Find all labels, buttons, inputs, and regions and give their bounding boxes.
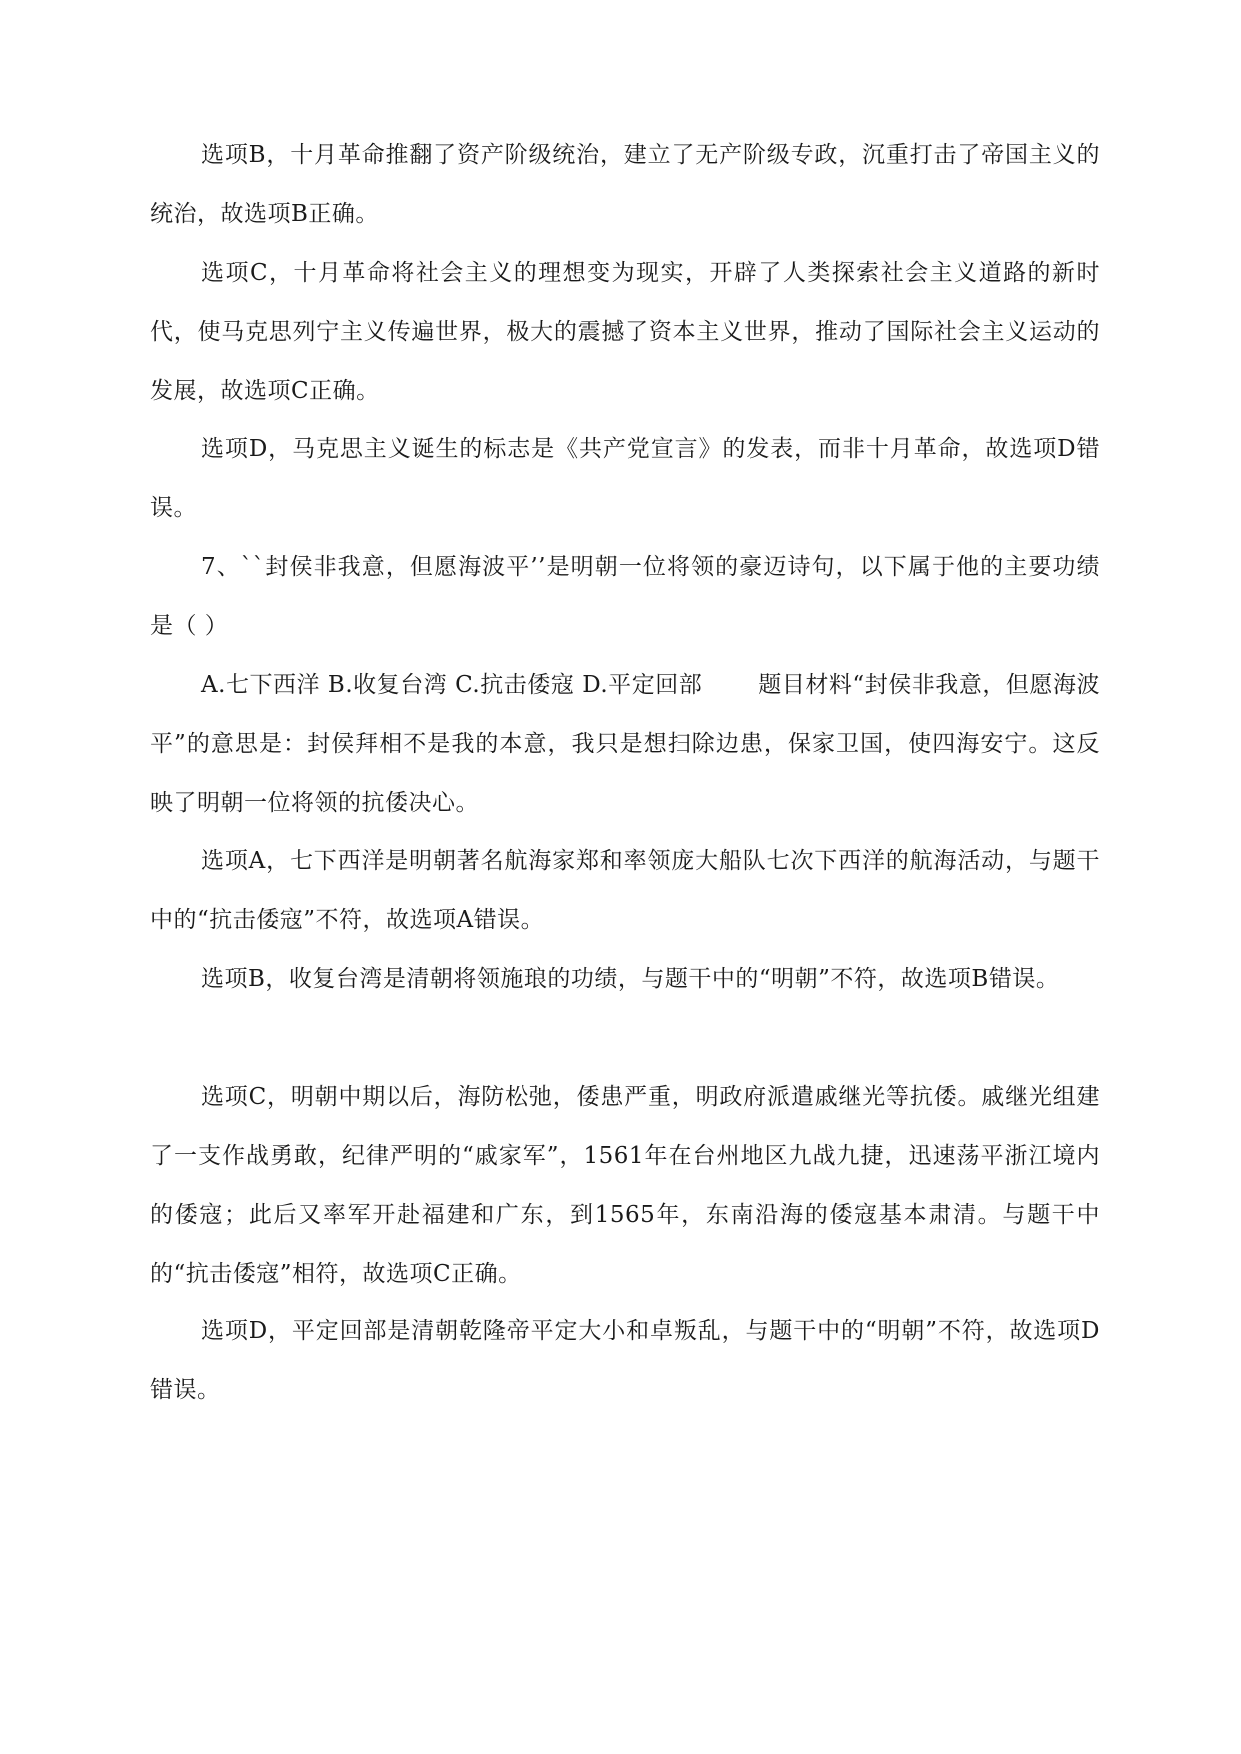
explanation-option-b: 选项B，收复台湾是清朝将领施琅的功绩，与题干中的“明朝”不符，故选项B错误。 [201, 966, 1060, 992]
explanation-option-c: 选项C，明朝中期以后，海防松弛，倭患严重，明政府派遣戚继光等抗倭。戚继光组建了一支作战勇敢，纪律严明的“戚家军”，1561年在台州地区九战九捷，迅速荡平浙江境内的倭寇；此后又率军开赴福建和广东，到1565年，东南沿海的倭寇基本肃清。与题干中的“抗击倭寇”相符，故选项C正确。 [150, 1084, 1100, 1287]
question-7-analysis: 题目材料“封侯非我意，但愿海波平”的意思是：封侯拜相不是我的本意，我只是想扫除边患，保家卫国，使四海安宁。这反映了明朝一位将领的抗倭决心。 [150, 672, 1100, 816]
paragraph-option-d-october: 选项D，马克思主义诞生的标志是《共产党宣言》的发表，而非十月革命，故选项D错误。 [150, 436, 1100, 521]
question-7-options-and-analysis [150, 656, 1100, 833]
explanation-option-d: 选项D，平定回部是清朝乾隆帝平定大小和卓叛乱，与题干中的“明朝”不符，故选项D错误。 [150, 1318, 1100, 1403]
paragraph-option-c-october: 选项C，十月革命将社会主义的理想变为现实，开辟了人类探索社会主义道路的新时代，使马克思列宁主义传遍世界，极大的震撼了资本主义世界，推动了国际社会主义运动的发展，故选项C正确。 [150, 260, 1100, 404]
question-7-options: A.七下西洋 B.收复台湾 C.抗击倭寇 D.平定回部 [201, 672, 703, 698]
question-7-stem: 7、``封侯非我意，但愿海波平’’是明朝一位将领的豪迈诗句，以下属于他的主要功绩是（ ） [150, 554, 1100, 639]
explanation-option-a: 选项A，七下西洋是明朝著名航海家郑和率领庞大船队七次下西洋的航海活动，与题干中的“抗击倭寇”不符，故选项A错误。 [150, 848, 1100, 933]
paragraph-option-b-october: 选项B，十月革命推翻了资产阶级统治，建立了无产阶级专政，沉重打击了帝国主义的统治，故选项B正确。 [150, 142, 1100, 227]
